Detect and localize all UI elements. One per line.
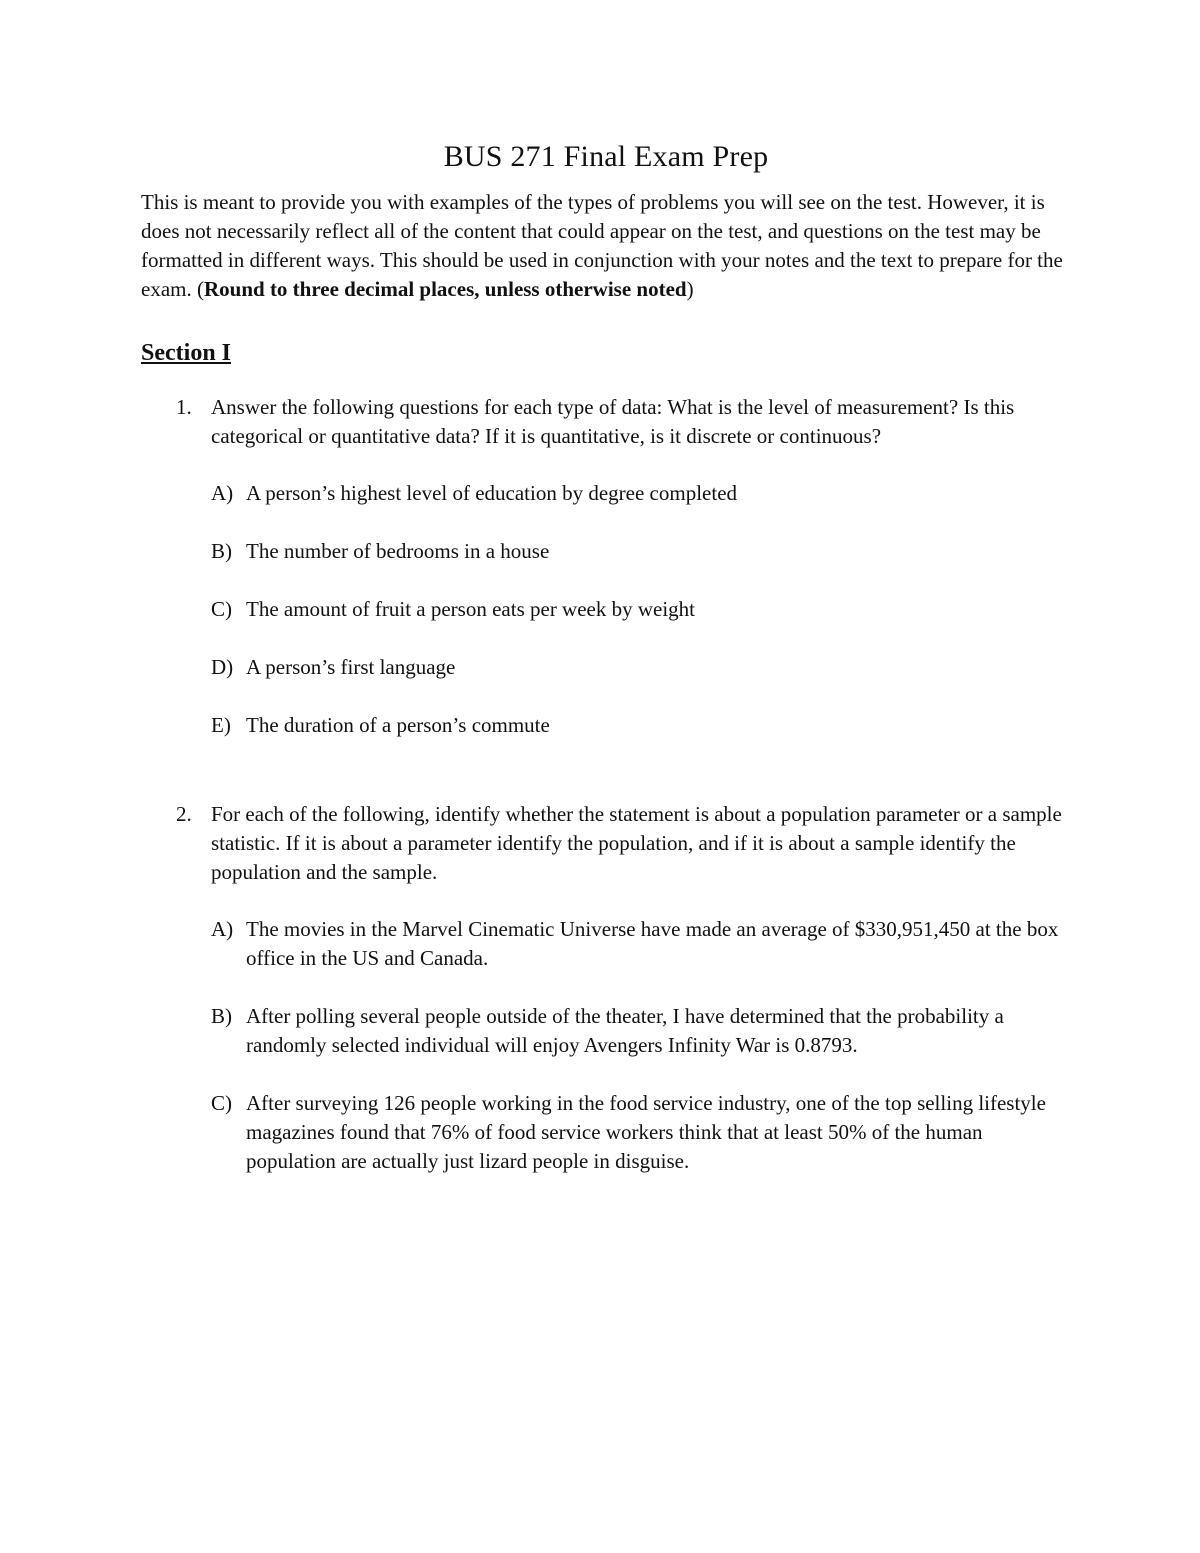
option-list (211, 479, 1071, 740)
question-text: Answer the following questions for each type of data: What is the level of measurement? Is this categorical or quantitative data? If it is quantitative, is it discrete or continuous? (211, 395, 1015, 448)
option-text: The amount of fruit a person eats per week by weight (246, 597, 696, 621)
option-item (211, 915, 1071, 973)
option-list (211, 915, 1071, 1176)
option-item (211, 653, 1071, 682)
option-item (211, 1089, 1071, 1176)
option-text: A person’s highest level of education by degree completed (246, 481, 738, 505)
intro-bold-note: Round to three decimal places, unless otherwise noted (203, 277, 687, 301)
option-letter: B) (211, 539, 232, 563)
question-2 (141, 800, 1071, 1176)
option-item (211, 1002, 1071, 1060)
option-item (211, 595, 1071, 624)
option-text: The movies in the Marvel Cinematic Universe have made an average of $330,951,450 at the box office in the US and Canada. (246, 917, 1059, 970)
option-item (211, 711, 1071, 740)
option-item (211, 537, 1071, 566)
intro-text: This is meant to provide you with examples of the types of problems you will see on the test. However, it is does not necessarily reflect all of the content that could appear on the test, and questions on the test may be formatted in different ways. This should be used in conjunction with your notes and the text to prepare for the exam. ( (141, 190, 1063, 301)
option-text: After surveying 126 people working in the food service industry, one of the top selling lifestyle magazines found that 76% of food service workers think that at least 50% of the human population are actually just lizard people in disguise. (246, 1091, 1046, 1173)
option-letter: A) (211, 481, 234, 505)
intro-paragraph (141, 188, 1071, 304)
option-letter: D) (211, 655, 234, 679)
option-letter: C) (211, 1091, 232, 1115)
option-letter: A) (211, 917, 234, 941)
option-text: The number of bedrooms in a house (246, 539, 550, 563)
page-title: BUS 271 Final Exam Prep (443, 140, 769, 173)
option-item (211, 479, 1071, 508)
question-1 (141, 393, 1071, 740)
section-title: Section I (141, 340, 231, 366)
option-text: The duration of a person’s commute (246, 713, 550, 737)
option-text: After polling several people outside of the theater, I have determined that the probability a randomly selected individual will enjoy Avengers Infinity War is 0.8793. (246, 1004, 1004, 1057)
option-text: A person’s first language (246, 655, 456, 679)
question-number: 1. (176, 395, 192, 419)
option-letter: E) (211, 713, 231, 737)
option-letter: C) (211, 597, 232, 621)
document-page (141, 140, 1071, 1205)
intro-close: ) (686, 277, 694, 301)
question-text: For each of the following, identify whether the statement is about a population parameter or a sample statistic. If it is about a parameter identify the population, and if it is about a sample identify the population and the sample. (211, 802, 1062, 884)
question-number: 2. (176, 802, 192, 826)
option-letter: B) (211, 1004, 232, 1028)
